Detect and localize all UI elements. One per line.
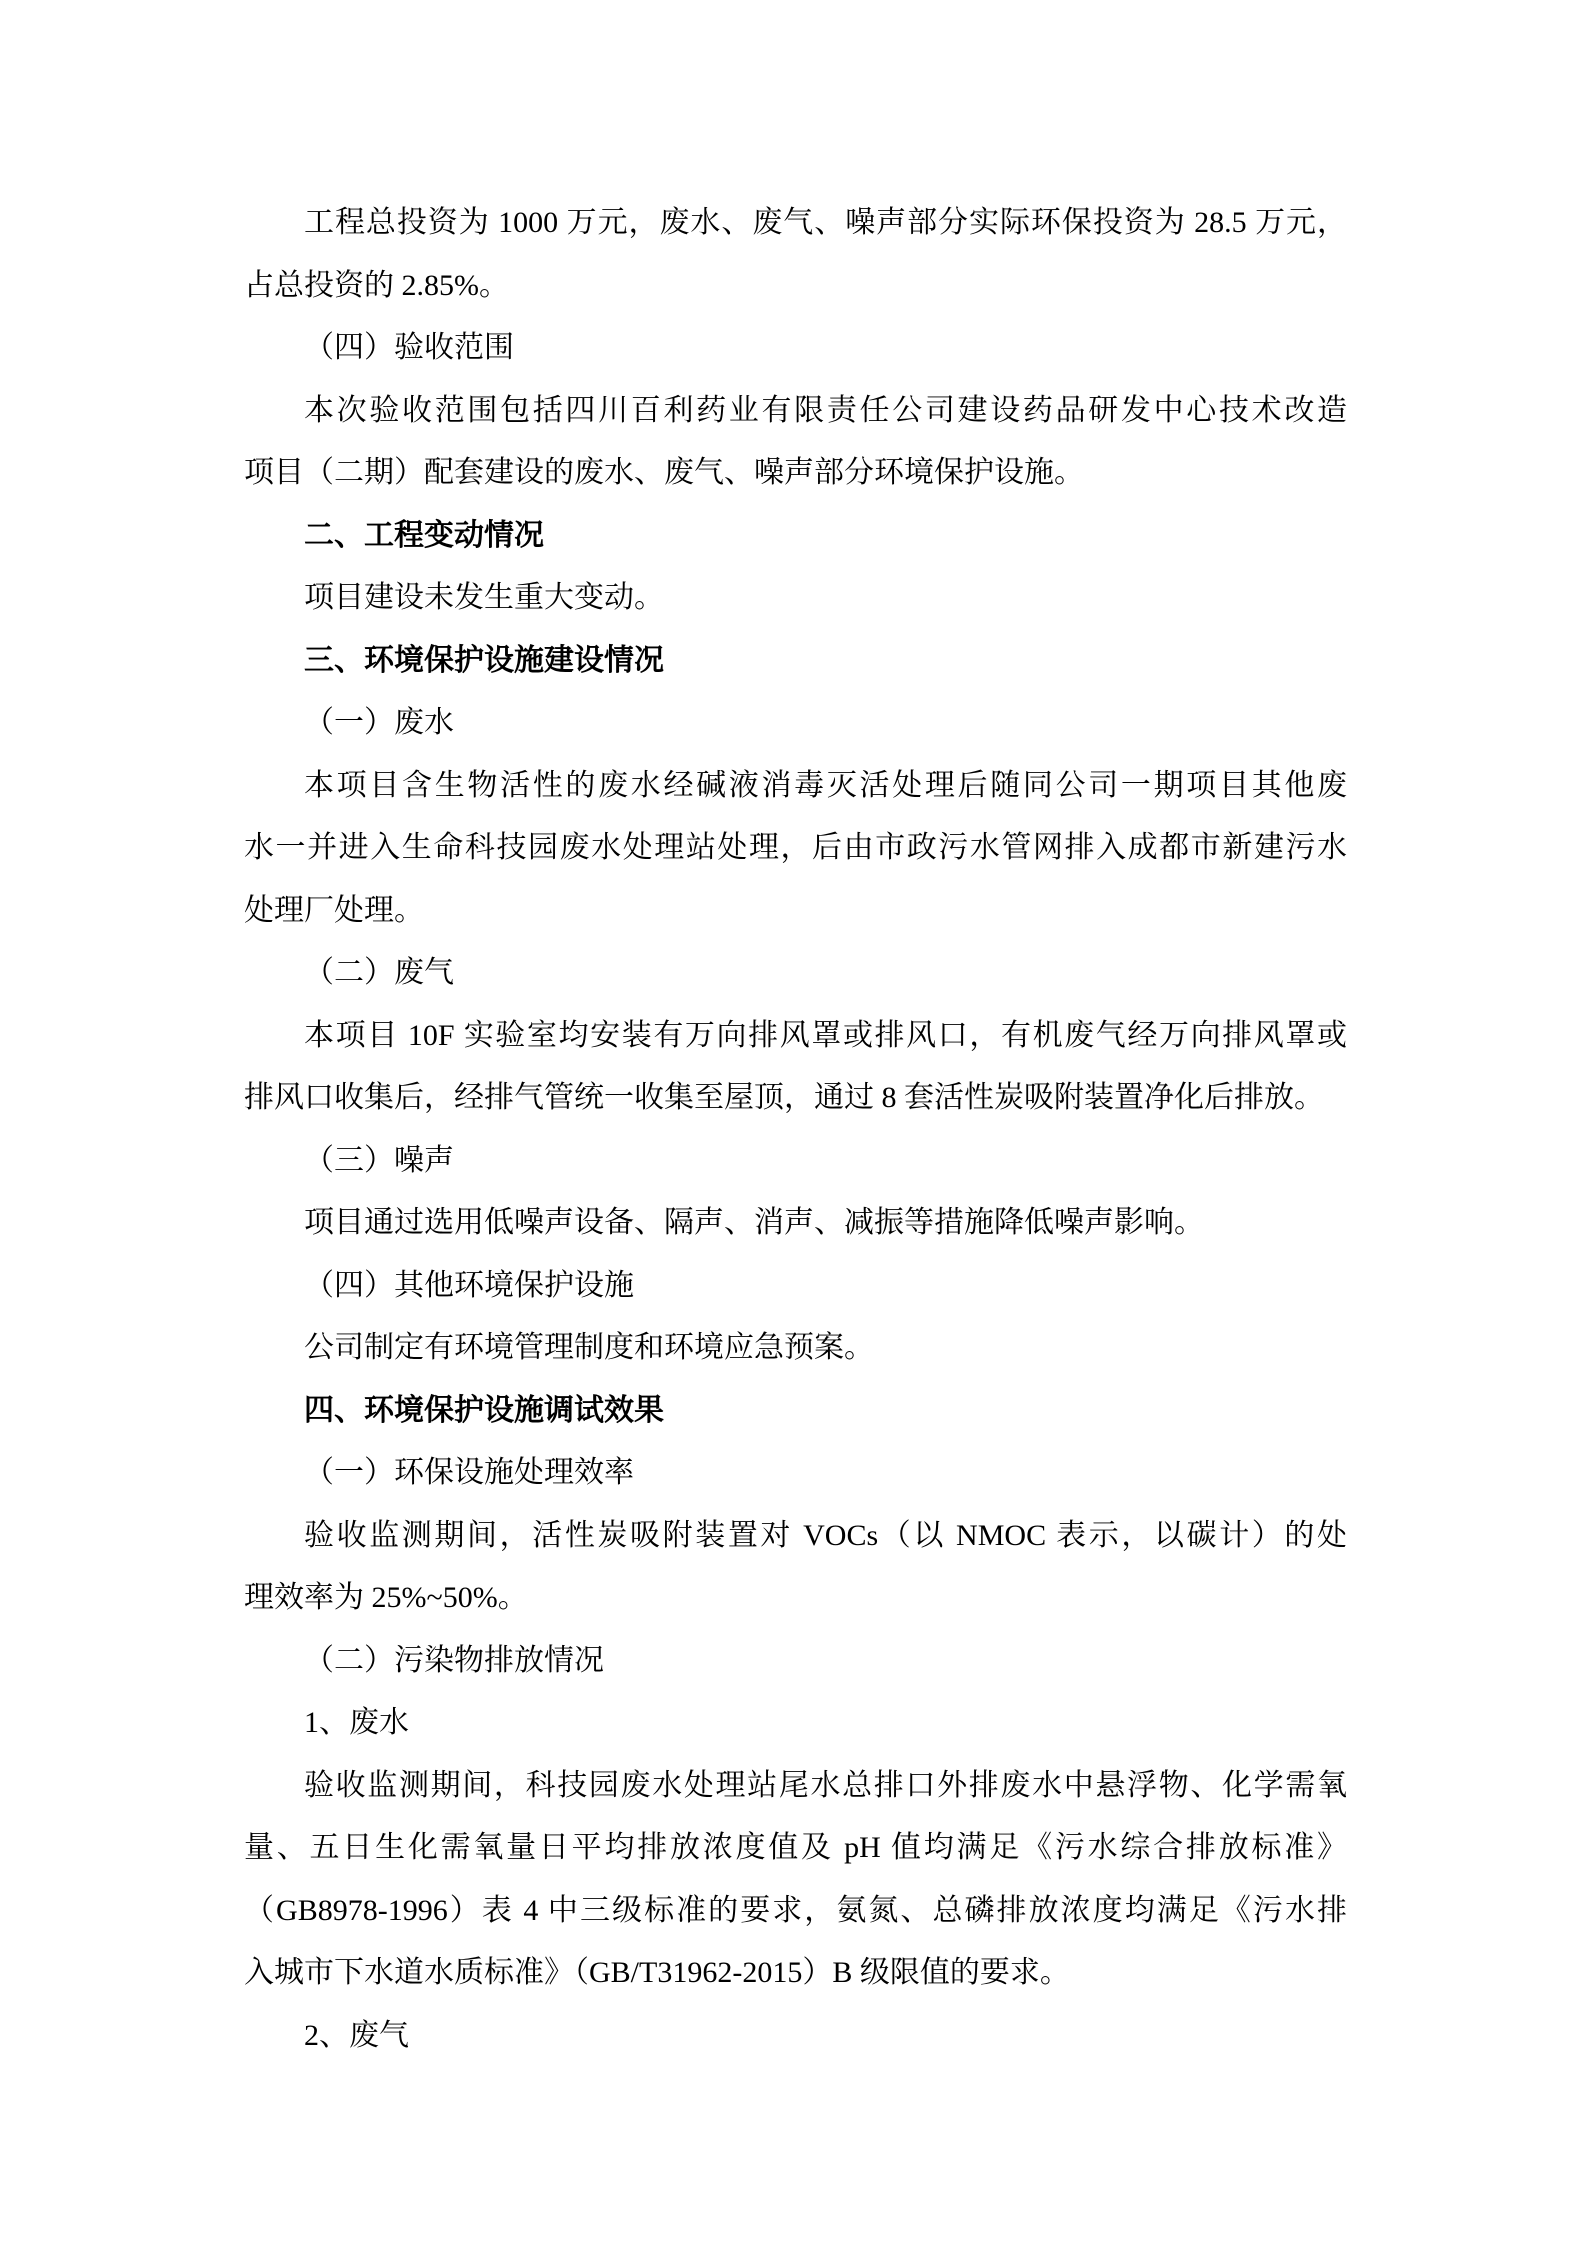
document-line: 项目（二期）配套建设的废水、废气、噪声部分环境保护设施。 xyxy=(244,456,1084,489)
document-line: 量、五日生化需氧量日平均排放浓度值及 pH 值均满足《污水综合排放标准》 xyxy=(244,1831,1347,1864)
document-line: 排风口收集后，经排气管统一收集至屋顶，通过 8 套活性炭吸附装置净化后排放。 xyxy=(244,1081,1324,1114)
document-line: 1、废水 xyxy=(304,1706,409,1739)
document-line: （三）噪声 xyxy=(304,1143,454,1177)
document-line: （一）废水 xyxy=(304,706,454,739)
document-line: 本项目含生物活性的废水经碱液消毒灭活处理后随同公司一期项目其他废 xyxy=(304,768,1347,802)
section-heading: 四、环境保护设施调试效果 xyxy=(304,1392,664,1428)
document-line: （四）其他环境保护设施 xyxy=(304,1268,634,1302)
document-line: （四）验收范围 xyxy=(304,331,514,364)
document-line: 水一并进入生命科技园废水处理站处理，后由市政污水管网排入成都市新建污水 xyxy=(244,831,1347,864)
document-line: （二）污染物排放情况 xyxy=(304,1643,604,1677)
document-line: 项目建设未发生重大变动。 xyxy=(304,581,664,614)
document-line: （二）废气 xyxy=(304,956,454,989)
document-line: （一）环保设施处理效率 xyxy=(304,1456,634,1489)
document-line: 验收监测期间，科技园废水处理站尾水总排口外排废水中悬浮物、化学需氧 xyxy=(304,1768,1347,1802)
document-line: 本项目 10F 实验室均安装有万向排风罩或排风口，有机废气经万向排风罩或 xyxy=(304,1018,1347,1052)
section-heading: 二、工程变动情况 xyxy=(304,517,544,553)
document-line: 本次验收范围包括四川百利药业有限责任公司建设药品研发中心技术改造 xyxy=(304,393,1347,427)
section-heading: 三、环境保护设施建设情况 xyxy=(304,642,664,678)
document-line: 处理厂处理。 xyxy=(244,893,424,927)
document-line: 2、废气 xyxy=(304,2018,409,2052)
document-body xyxy=(244,192,1347,2067)
document-line: 工程总投资为 1000 万元，废水、废气、噪声部分实际环保投资为 28.5 万元， xyxy=(304,206,1347,239)
document-line: 占总投资的 2.85%。 xyxy=(244,268,509,302)
document-line: （GB8978-1996）表 4 中三级标准的要求，氨氮、总磷排放浓度均满足《污水排 xyxy=(244,1893,1347,1927)
document-line: 理效率为 25%~50%。 xyxy=(244,1581,528,1614)
document-line: 验收监测期间，活性炭吸附装置对 VOCs（以 NMOC 表示，以碳计）的处 xyxy=(304,1518,1347,1552)
document-line: 项目通过选用低噪声设备、隔声、消声、减振等措施降低噪声影响。 xyxy=(304,1206,1204,1239)
document-line: 公司制定有环境管理制度和环境应急预案。 xyxy=(304,1331,874,1364)
document-line: 入城市下水道水质标准》（GB/T31962-2015）B 级限值的要求。 xyxy=(244,1956,1070,1989)
